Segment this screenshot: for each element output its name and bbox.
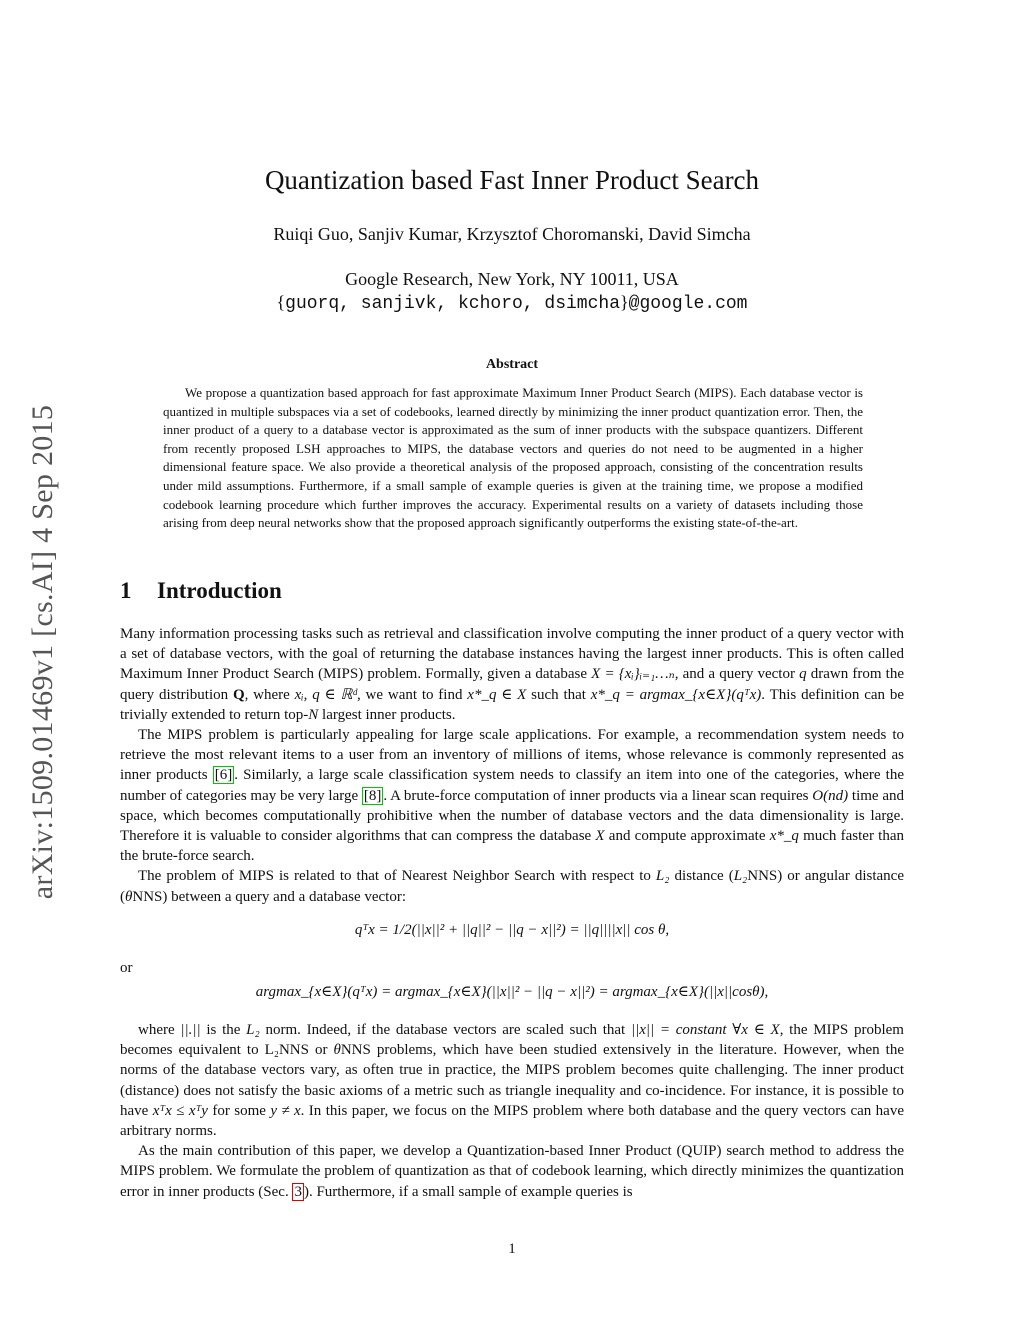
paragraph-4: where ||.|| is the L₂ norm. Indeed, if the database vectors are scaled such that ||x|| = constant ∀x ∈ X, the MIPS problem becomes equivalent to L₂NNS or θNNS problems, which have been studied extensively in the literature. However, when the norms of the database vectors vary, as often true in practice, the MIPS problem becomes quite challenging. The inner product (distance) does not satisfy the basic axioms of a metric such as triangle inequality and co-incidence. For instance, it is possible to have xᵀx ≤ xᵀy for some y ≠ x. In this paper, we focus on the MIPS problem where both database and the query vectors can have arbitrary norms. [120, 1022, 904, 1140]
math-inline: ||x|| = constant ∀x ∈ X [630, 1022, 780, 1038]
email-names: guorq, sanjivk, kchoro, dsimcha [285, 294, 621, 314]
author-list: Ruiqi Guo, Sanjiv Kumar, Krzysztof Choromanski, David Simcha [273, 224, 751, 244]
math-inline: ||.|| [180, 1022, 201, 1038]
abstract-text: We propose a quantization based approach for fast approximate Maximum Inner Product Search (MIPS). Each database vector is quantized in multiple subspaces via a set of codebooks, learned directly by minimizing the inner product quantization error. Then, the inner product of a query to a database vector is approximated as the sum of inner products with the subspace quantizers. Different from recently proposed LSH approaches to MIPS, the database vectors and queries do not need to be augmented in a higher dimensional feature space. We also provide a theoretical analysis of the proposed approach, consisting of the concentration results under mild assumptions. Furthermore, if a small sample of example queries is given at the training time, we propose a modified codebook learning procedure which further improves the accuracy. Experimental results on a variety of datasets including those arising from deep neural networks show that the proposed approach significantly outperforms the existing state-of-the-art. [163, 385, 863, 531]
math-inline: x*_q [769, 828, 799, 845]
math-inline: L₂ [733, 868, 748, 885]
email-close-brace: } [620, 292, 629, 312]
affiliation: Google Research, New York, NY 10011, USA [345, 269, 679, 289]
intro-block-1 [120, 624, 904, 907]
citation-link[interactable]: [8] [363, 787, 382, 804]
abstract-heading: Abstract [485, 357, 539, 372]
math-inline: L₂ [246, 1022, 260, 1038]
math-inline: X = {xᵢ}ᵢ₌₁…ₙ [591, 666, 675, 683]
math-inline: y ≠ x [270, 1102, 301, 1119]
math-inline: q [799, 666, 807, 683]
email-line [0, 292, 1024, 314]
math-inline: x*_q = argmax_{x∈X}(qᵀx) [590, 686, 762, 703]
section-title: Introduction [157, 578, 282, 603]
math-inline: O(nd) [812, 787, 849, 804]
math-inline: θ [333, 1042, 341, 1059]
paragraph-2: The MIPS problem is particularly appealing for large scale applications. For example, a recommendation system needs to retrieve the most relevant items to a user from an inventory of millions of items, whose relevance is commonly represented as inner products [6] . Similarly, a large scale classification system needs to classify an item into one of the categories, where the number of categories may be very large [8] . A brute-force computation of inner products via a linear scan requires O(nd) time and space, which becomes computationally prohibitive when the number of database vectors and the data dimensionality is large. Therefore it is valuable to consider algorithms that can compress the database X and compute approximate x*_q much faster than the brute-force search. [120, 727, 904, 865]
or-connector: or [120, 960, 133, 976]
intro-block-2 [120, 1020, 904, 1202]
equation-1: qᵀx = 1/2(||x||² + ||q||² − ||q − x||²) = ||q||||x|| cos θ, [354, 922, 670, 938]
equation-2: argmax_{x∈X}(qᵀx) = argmax_{x∈X}(||x||² − ||q − x||²) = argmax_{x∈X}(||x||cosθ), [255, 984, 769, 1000]
paragraph-3: The problem of MIPS is related to that of Nearest Neighbor Search with respect to L₂ distance (L₂NNS) or angular distance (θNNS) between a query and a database vector: [120, 868, 904, 905]
citation-link[interactable]: [6] [214, 767, 233, 784]
paragraph-1: Many information processing tasks such as retrieval and classification involve computing the inner product of a query vector with a set of database vectors, with the goal of returning the database instances having the largest inner products. This is often called Maximum Inner Product Search (MIPS) problem. Formally, given a database X = {xᵢ}ᵢ₌₁…ₙ, and a query vector q drawn from the query distribution Q, where xᵢ, q ∈ ℝᵈ, we want to find x*_q ∈ X such that x*_q = argmax_{x∈X}(qᵀx). This definition can be trivially extended to return top-N largest inner products. [120, 626, 905, 723]
arxiv-stamp: arXiv:1509.01469v1 [cs.AI] 4 Sep 2015 [26, 404, 59, 900]
section-heading [120, 578, 282, 604]
section-ref-link[interactable]: 3 [294, 1183, 302, 1200]
math-inline: L₂ [655, 868, 670, 885]
math-inline: Q [232, 686, 245, 703]
math-inline: x*_q ∈ X [467, 686, 527, 703]
math-inline: N [308, 706, 319, 723]
email-open-brace: { [276, 292, 286, 312]
paragraph-5: As the main contribution of this paper, we develop a Quantization-based Inner Product (QUIP) search method to address the MIPS problem. We formulate the problem of quantization as that of codebook learning, which directly minimizes the quantization error in inner products (Sec. 3 ). Furthermore, if a small sample of example queries is [120, 1143, 904, 1200]
math-inline: θ [125, 888, 133, 905]
paper-title: Quantization based Fast Inner Product Search [264, 165, 760, 195]
math-inline: xᵀx ≤ xᵀy [152, 1102, 208, 1119]
section-number: 1 [120, 578, 132, 603]
math-inline: X [595, 828, 605, 845]
email-domain: @google.com [628, 294, 748, 314]
math-inline: xᵢ, q ∈ ℝᵈ [294, 686, 357, 703]
page-number: 1 [508, 1241, 516, 1257]
